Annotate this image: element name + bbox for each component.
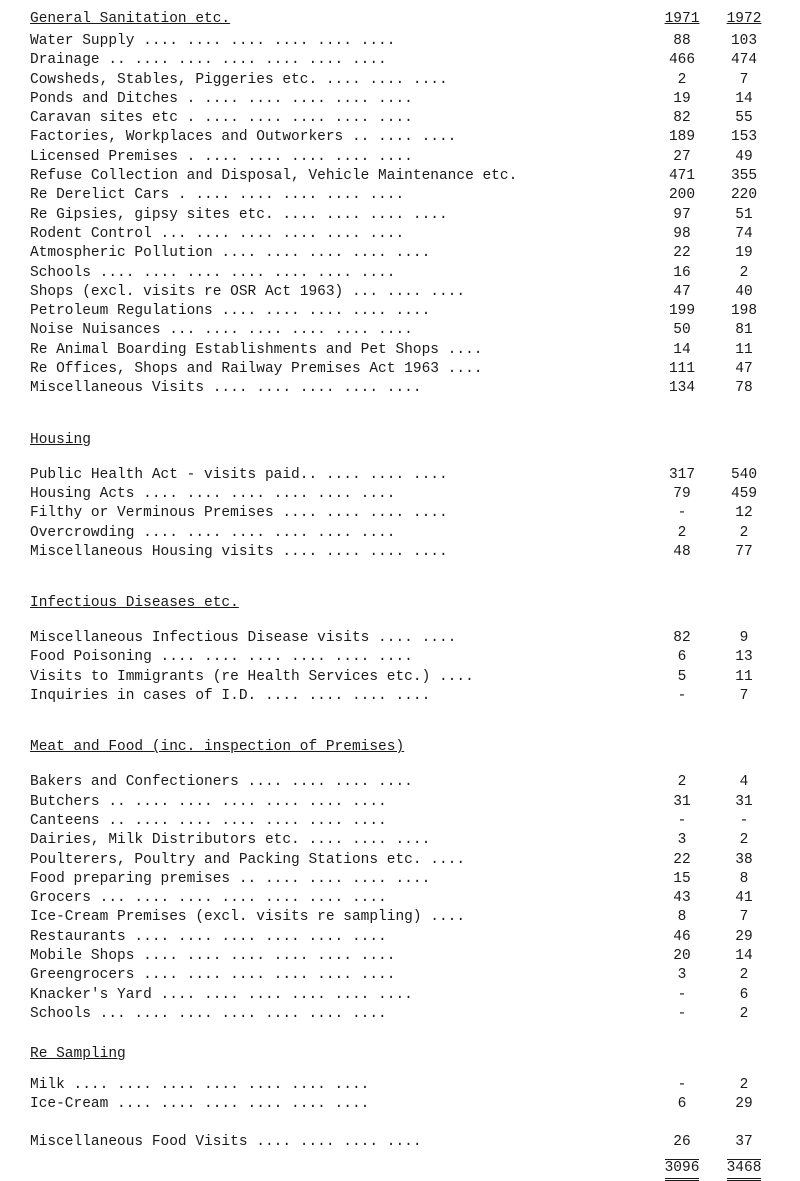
row-label: Cowsheds, Stables, Piggeries etc. .... .... .... <box>30 71 448 88</box>
table-row <box>30 466 775 485</box>
table-row <box>30 302 775 321</box>
row-value-1972: 40 <box>735 283 753 300</box>
row-value-1971: 22 <box>673 245 691 262</box>
column-header-1971: 1971 <box>664 11 700 27</box>
row-value-1971: 471 <box>668 168 696 185</box>
row-label: Atmospheric Pollution .... .... .... .... .... <box>30 245 431 262</box>
table-row <box>30 831 775 850</box>
row-value-1972: 47 <box>735 361 753 378</box>
row-value-1972: 55 <box>735 110 753 127</box>
row-value-1972: 19 <box>735 245 753 262</box>
row-value-1971: 466 <box>668 52 696 69</box>
table-row <box>30 225 775 244</box>
row-value-1971: 317 <box>668 466 696 483</box>
table-row <box>30 648 775 667</box>
table-row <box>30 504 775 523</box>
row-label: Ice-Cream Premises (excl. visits re sampling) .... <box>30 909 466 926</box>
table-row <box>30 668 775 687</box>
table-row <box>30 1133 775 1152</box>
table-row <box>30 360 775 379</box>
row-value-1972: 198 <box>730 303 758 320</box>
row-value-1972: 51 <box>735 206 753 223</box>
row-label: Re Offices, Shops and Railway Premises Act 1963 .... <box>30 361 483 378</box>
row-value-1972: 4 <box>739 774 749 791</box>
infectious-list <box>30 629 775 706</box>
row-value-1971: 111 <box>668 361 696 378</box>
table-row <box>30 773 775 792</box>
table-row <box>30 889 775 908</box>
row-value-1971: - <box>677 1077 687 1094</box>
row-value-1971: 82 <box>673 110 691 127</box>
total-1971 <box>651 1160 713 1176</box>
row-label: Canteens .. .... .... .... .... .... .... <box>30 812 387 829</box>
row-label: Caravan sites etc . .... .... .... .... .... <box>30 110 413 127</box>
row-value-1971: 2 <box>677 71 687 88</box>
row-value-1972: 220 <box>730 187 758 204</box>
row-label: Refuse Collection and Disposal, Vehicle Maintenance etc. <box>30 168 518 185</box>
row-label: Food preparing premises .. .... .... .... .... <box>30 870 431 887</box>
housing-section <box>30 429 775 562</box>
row-value-1972: 77 <box>735 543 753 560</box>
row-label: Factories, Workplaces and Outworkers .. .... .... <box>30 129 457 146</box>
row-label: Re Derelict Cars . .... .... .... .... .... <box>30 187 405 204</box>
sampling-list <box>30 1076 775 1115</box>
row-value-1971: 134 <box>668 380 696 397</box>
row-value-1972: 2 <box>739 264 749 281</box>
general-sanitation-list <box>30 32 775 399</box>
row-value-1971: 98 <box>673 225 691 242</box>
totals-row <box>30 1160 775 1176</box>
section-title-housing: Housing <box>30 431 91 448</box>
row-label: Mobile Shops .... .... .... .... .... .... <box>30 947 396 964</box>
row-value-1972: 31 <box>735 793 753 810</box>
table-row <box>30 1095 775 1114</box>
table-row <box>30 851 775 870</box>
row-label: Butchers .. .... .... .... .... .... .... <box>30 793 387 810</box>
section-title-infectious: Infectious Diseases etc. <box>30 595 239 612</box>
table-row <box>30 928 775 947</box>
row-value-1972: 12 <box>735 505 753 522</box>
row-label: Dairies, Milk Distributors etc. .... .... .... <box>30 832 431 849</box>
row-value-1972: 78 <box>735 380 753 397</box>
table-row <box>30 986 775 1005</box>
row-value-1971: 88 <box>673 33 691 49</box>
row-label: Petroleum Regulations .... .... .... .... .... <box>30 303 431 320</box>
row-value-1971: - <box>677 505 687 522</box>
row-label: Miscellaneous Infectious Disease visits .... .... <box>30 630 457 647</box>
row-value-1972: 41 <box>735 890 753 907</box>
row-value-1971: 15 <box>673 870 691 887</box>
row-value-1971: 8 <box>677 909 687 926</box>
row-label: Grocers ... .... .... .... .... .... .... <box>30 890 387 907</box>
total-value-1972: 3468 <box>727 1159 762 1181</box>
row-value-1972: 7 <box>739 688 749 705</box>
table-row <box>30 51 775 70</box>
row-value-1971: 2 <box>677 524 687 541</box>
table-row <box>30 966 775 985</box>
row-label: Miscellaneous Visits .... .... .... .... .... <box>30 380 422 397</box>
table-row <box>30 485 775 504</box>
row-value-1972: - <box>739 812 749 829</box>
row-value-1971: 6 <box>677 1096 687 1113</box>
row-value-1972: 81 <box>735 322 753 339</box>
row-value-1971: 6 <box>677 649 687 666</box>
row-value-1972: 38 <box>735 851 753 868</box>
row-value-1971: 200 <box>668 187 696 204</box>
section-title-meat-food: Meat and Food (inc. inspection of Premises) <box>30 739 405 756</box>
row-value-1971: 82 <box>673 630 691 647</box>
row-label: Overcrowding .... .... .... .... .... .... <box>30 524 396 541</box>
row-value-1972: 14 <box>735 90 753 107</box>
total-value-1971: 3096 <box>665 1159 700 1181</box>
row-label: Schools ... .... .... .... .... .... .... <box>30 1005 387 1022</box>
row-label: Bakers and Confectioners .... .... .... .... <box>30 774 413 791</box>
row-value-1972: 2 <box>739 1077 749 1094</box>
row-label: Public Health Act - visits paid.. .... .... .... <box>30 466 448 483</box>
table-row <box>30 90 775 109</box>
row-value-1972: 7 <box>739 71 749 88</box>
row-label: Ponds and Ditches . .... .... .... .... .... <box>30 90 413 107</box>
row-label: Re Gipsies, gipsy sites etc. .... .... .... .... <box>30 206 448 223</box>
row-value-1971: 79 <box>673 485 691 502</box>
table-row <box>30 870 775 889</box>
row-value-1971: 3 <box>677 967 687 984</box>
row-value-1971: 31 <box>673 793 691 810</box>
row-value-1972: 2 <box>739 967 749 984</box>
table-row <box>30 32 775 51</box>
table-row <box>30 908 775 927</box>
row-value-1972: 355 <box>730 168 758 185</box>
infectious-section <box>30 592 775 706</box>
row-label: Schools .... .... .... .... .... .... .... <box>30 264 396 281</box>
row-value-1972: 7 <box>739 909 749 926</box>
row-value-1972: 13 <box>735 649 753 666</box>
row-value-1971: 199 <box>668 303 696 320</box>
row-value-1971: 43 <box>673 890 691 907</box>
table-row <box>30 109 775 128</box>
row-value-1971: 20 <box>673 947 691 964</box>
row-label: Shops (excl. visits re OSR Act 1963) ... .... .... <box>30 283 466 300</box>
meat-food-section <box>30 736 775 1176</box>
housing-list <box>30 466 775 562</box>
row-value-1971: 48 <box>673 543 691 560</box>
row-label: Greengrocers .... .... .... .... .... .... <box>30 967 396 984</box>
row-label: Rodent Control ... .... .... .... .... .... <box>30 225 405 242</box>
table-row <box>30 687 775 706</box>
row-value-1971: - <box>677 812 687 829</box>
row-value-1972: 74 <box>735 225 753 242</box>
row-value-1972: 459 <box>730 485 758 502</box>
row-value-1971: 27 <box>673 148 691 165</box>
table-row <box>30 524 775 543</box>
row-label: Miscellaneous Food Visits .... .... .... .... <box>30 1133 422 1150</box>
row-value-1972: 153 <box>730 129 758 146</box>
table-row <box>30 1005 775 1024</box>
row-value-1971: 26 <box>673 1133 691 1150</box>
row-value-1971: 50 <box>673 322 691 339</box>
table-row <box>30 264 775 283</box>
row-label: Drainage .. .... .... .... .... .... .... <box>30 52 387 69</box>
row-value-1971: 22 <box>673 851 691 868</box>
row-value-1971: 5 <box>677 668 687 685</box>
table-row <box>30 71 775 90</box>
page-title: General Sanitation etc. <box>30 11 231 27</box>
row-label: Milk .... .... .... .... .... .... .... <box>30 1077 370 1094</box>
row-label: Restaurants .... .... .... .... .... .... <box>30 928 387 945</box>
row-value-1972: 540 <box>730 466 758 483</box>
row-value-1971: 46 <box>673 928 691 945</box>
table-row <box>30 629 775 648</box>
total-1972 <box>713 1160 775 1176</box>
table-row <box>30 128 775 147</box>
row-value-1972: 11 <box>735 668 753 685</box>
column-header-1972: 1972 <box>726 11 762 27</box>
table-row <box>30 793 775 812</box>
table-header <box>30 8 775 30</box>
table-row <box>30 283 775 302</box>
table-row <box>30 321 775 340</box>
row-label: Noise Nuisances ... .... .... .... .... .... <box>30 322 413 339</box>
row-value-1972: 11 <box>735 341 753 358</box>
row-value-1971: 19 <box>673 90 691 107</box>
row-value-1972: 29 <box>735 928 753 945</box>
row-value-1971: 3 <box>677 832 687 849</box>
table-row <box>30 341 775 360</box>
row-label: Licensed Premises . .... .... .... .... .... <box>30 148 413 165</box>
row-value-1972: 29 <box>735 1096 753 1113</box>
row-value-1972: 14 <box>735 947 753 964</box>
table-row <box>30 244 775 263</box>
row-value-1972: 2 <box>739 1005 749 1022</box>
row-value-1971: - <box>677 688 687 705</box>
table-row <box>30 186 775 205</box>
row-label: Visits to Immigrants (re Health Services etc.) .... <box>30 668 474 685</box>
row-value-1971: 47 <box>673 283 691 300</box>
row-label: Miscellaneous Housing visits .... .... .... .... <box>30 543 448 560</box>
row-value-1972: 37 <box>735 1133 753 1150</box>
row-value-1971: 2 <box>677 774 687 791</box>
row-value-1972: 49 <box>735 148 753 165</box>
row-label: Filthy or Verminous Premises .... .... .... .... <box>30 505 448 522</box>
table-row <box>30 543 775 562</box>
table-row <box>30 148 775 167</box>
row-label: Poulterers, Poultry and Packing Stations etc. .... <box>30 851 466 868</box>
table-row <box>30 167 775 186</box>
table-row <box>30 1076 775 1095</box>
row-value-1972: 6 <box>739 986 749 1003</box>
row-label: Inquiries in cases of I.D. .... .... .... .... <box>30 688 431 705</box>
row-value-1971: 189 <box>668 129 696 146</box>
sampling-subsection <box>30 1044 775 1115</box>
table-row <box>30 947 775 966</box>
row-value-1972: 9 <box>739 630 749 647</box>
subsection-title-sampling: Re Sampling <box>30 1046 126 1063</box>
row-value-1972: 103 <box>730 33 758 49</box>
row-label: Ice-Cream .... .... .... .... .... .... <box>30 1096 370 1113</box>
row-label: Food Poisoning .... .... .... .... .... .... <box>30 649 413 666</box>
row-label: Re Animal Boarding Establishments and Pet Shops .... <box>30 341 483 358</box>
row-label: Knacker's Yard .... .... .... .... .... .... <box>30 986 413 1003</box>
row-value-1971: 97 <box>673 206 691 223</box>
meat-food-list <box>30 773 775 1024</box>
table-row <box>30 379 775 398</box>
row-value-1971: - <box>677 986 687 1003</box>
row-value-1972: 8 <box>739 870 749 887</box>
row-value-1971: 14 <box>673 341 691 358</box>
row-value-1971: 16 <box>673 264 691 281</box>
row-value-1972: 474 <box>730 52 758 69</box>
row-value-1972: 2 <box>739 524 749 541</box>
table-row <box>30 812 775 831</box>
row-value-1971: - <box>677 1005 687 1022</box>
row-label: Water Supply .... .... .... .... .... .... <box>30 33 396 49</box>
row-label: Housing Acts .... .... .... .... .... .... <box>30 485 396 502</box>
report-page <box>30 8 775 1176</box>
row-value-1972: 2 <box>739 832 749 849</box>
table-row <box>30 206 775 225</box>
